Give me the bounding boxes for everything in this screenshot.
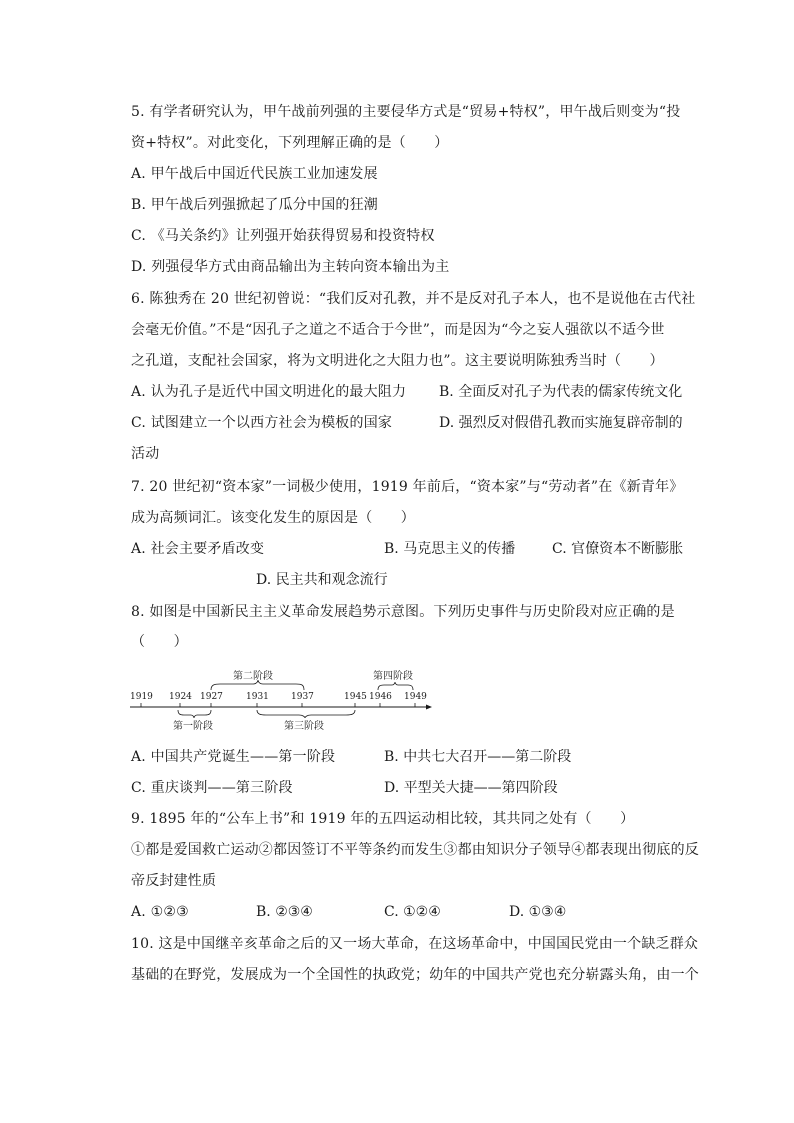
timeline-ticks [141, 703, 415, 707]
q5-option-d: D. 列强侵华方式由商品输出为主转向资本输出为主 [131, 259, 450, 275]
q8-option-a: A. 中国共产党诞生——第一阶段 [131, 749, 336, 765]
q7-option-a: A. 社会主要矛盾改变 [131, 541, 265, 557]
stage-4-label: 第四阶段 [373, 671, 413, 682]
q8-option-b: B. 中共七大召开——第二阶段 [384, 749, 572, 765]
year-label-1937: 1937 [291, 692, 314, 702]
q5-stem-line-1: 5. 有学者研究认为，甲午战前列强的主要侵华方式是“贸易+特权”，甲午战后则变为“投 [131, 104, 681, 120]
year-label-1924: 1924 [169, 692, 192, 702]
year-label-1949: 1949 [404, 692, 427, 702]
stage-1-brace [178, 710, 211, 718]
q7-option-b: B. 马克思主义的传播 [384, 541, 516, 557]
q8-stem-line-1: 8. 如图是中国新民主主义革命发展趋势示意图。下列历史事件与历史阶段对应正确的是 [131, 604, 675, 620]
q8-option-c: C. 重庆谈判——第三阶段 [131, 780, 293, 796]
timeline-year-labels [130, 692, 427, 702]
q6-stem-line-3: 之孔道，支配社会国家，将为文明进化之大阻力也”。这主要说明陈独秀当时（ ） [131, 353, 664, 369]
stage-2-label: 第二阶段 [233, 671, 273, 682]
q7-option-c: C. 官僚资本不断膨胀 [552, 541, 684, 557]
q7-option-d: D. 民主共和观念流行 [256, 572, 388, 588]
revolution-timeline-figure [128, 665, 438, 735]
q9-stem-line-3: 帝反封建性质 [131, 873, 217, 889]
q6-stem-line-2: 会毫无价值。”不是“因孔子之道之不适合于今世”，而是因为“今之妄人强欲以不适今世 [131, 322, 665, 338]
q9-stem-line-1: 9. 1895 年的“公车上书”和 1919 年的五四运动相比较，其共同之处有（ ） [131, 811, 635, 827]
q5-option-a: A. 甲午战后中国近代民族工业加速发展 [131, 166, 378, 182]
q9-option-b: B. ②③④ [256, 904, 313, 920]
q5-option-b: B. 甲午战后列强掀起了瓜分中国的狂潮 [131, 197, 378, 213]
stage-1-label: 第一阶段 [173, 721, 213, 732]
q9-option-a: A. ①②③ [131, 904, 189, 920]
year-label-1945: 1945 [344, 692, 367, 702]
year-label-1946: 1946 [369, 692, 392, 702]
q6-stem-line-1: 6. 陈独秀在 20 世纪初曾说：“我们反对孔教，并不是反对孔子本人，也不是说他在古代社 [131, 291, 696, 307]
stage-3-brace [257, 710, 355, 718]
q5-option-c: C. 《马关条约》让列强开始获得贸易和投资特权 [131, 228, 435, 244]
q6-option-d: D. 强烈反对假借孔教而实施复辟帝制的 [439, 415, 683, 431]
q6-option-c: C. 试图建立一个以西方社会为模板的国家 [131, 415, 393, 431]
q9-option-c: C. ①②④ [384, 904, 441, 920]
q8-stem-line-2: （ ） [131, 634, 188, 650]
q7-stem-line-1: 7. 20 世纪初“资本家”一词极少使用，1919 年前后，“资本家”与“劳动者”在《新青年》 [131, 479, 684, 495]
stage-4-brace [378, 682, 413, 690]
year-label-1919: 1919 [130, 692, 153, 702]
q6-option-b: B. 全面反对孔子为代表的儒家传统文化 [439, 384, 683, 400]
timeline-arrow-icon [426, 705, 432, 710]
q7-stem-line-2: 成为高频词汇。该变化发生的原因是（ ） [131, 510, 415, 526]
q8-option-d: D. 平型关大捷——第四阶段 [384, 780, 558, 796]
q6-option-d-continued: 活动 [131, 446, 160, 462]
q10-stem-line-1: 10. 这是中国继辛亥革命之后的又一场大革命，在这场革命中，中国国民党由一个缺乏群众 [131, 936, 699, 952]
stage-3-label: 第三阶段 [284, 721, 324, 732]
year-label-1927: 1927 [200, 692, 223, 702]
q9-stem-line-2: ①都是爱国救亡运动②都因签订不平等条约而发生③都由知识分子领导④都表现出彻底的反 [131, 842, 699, 858]
q9-option-d: D. ①③④ [509, 904, 567, 920]
stage-2-brace [211, 680, 304, 690]
q6-option-a: A. 认为孔子是近代中国文明进化的最大阻力 [131, 384, 407, 400]
year-label-1931: 1931 [246, 692, 269, 702]
q10-stem-line-2: 基础的在野党，发展成为一个全国性的执政党；幼年的中国共产党也充分崭露头角，由一个 [131, 967, 699, 983]
q5-stem-line-2: 资+特权”。对此变化，下列理解正确的是（ ） [131, 135, 449, 151]
